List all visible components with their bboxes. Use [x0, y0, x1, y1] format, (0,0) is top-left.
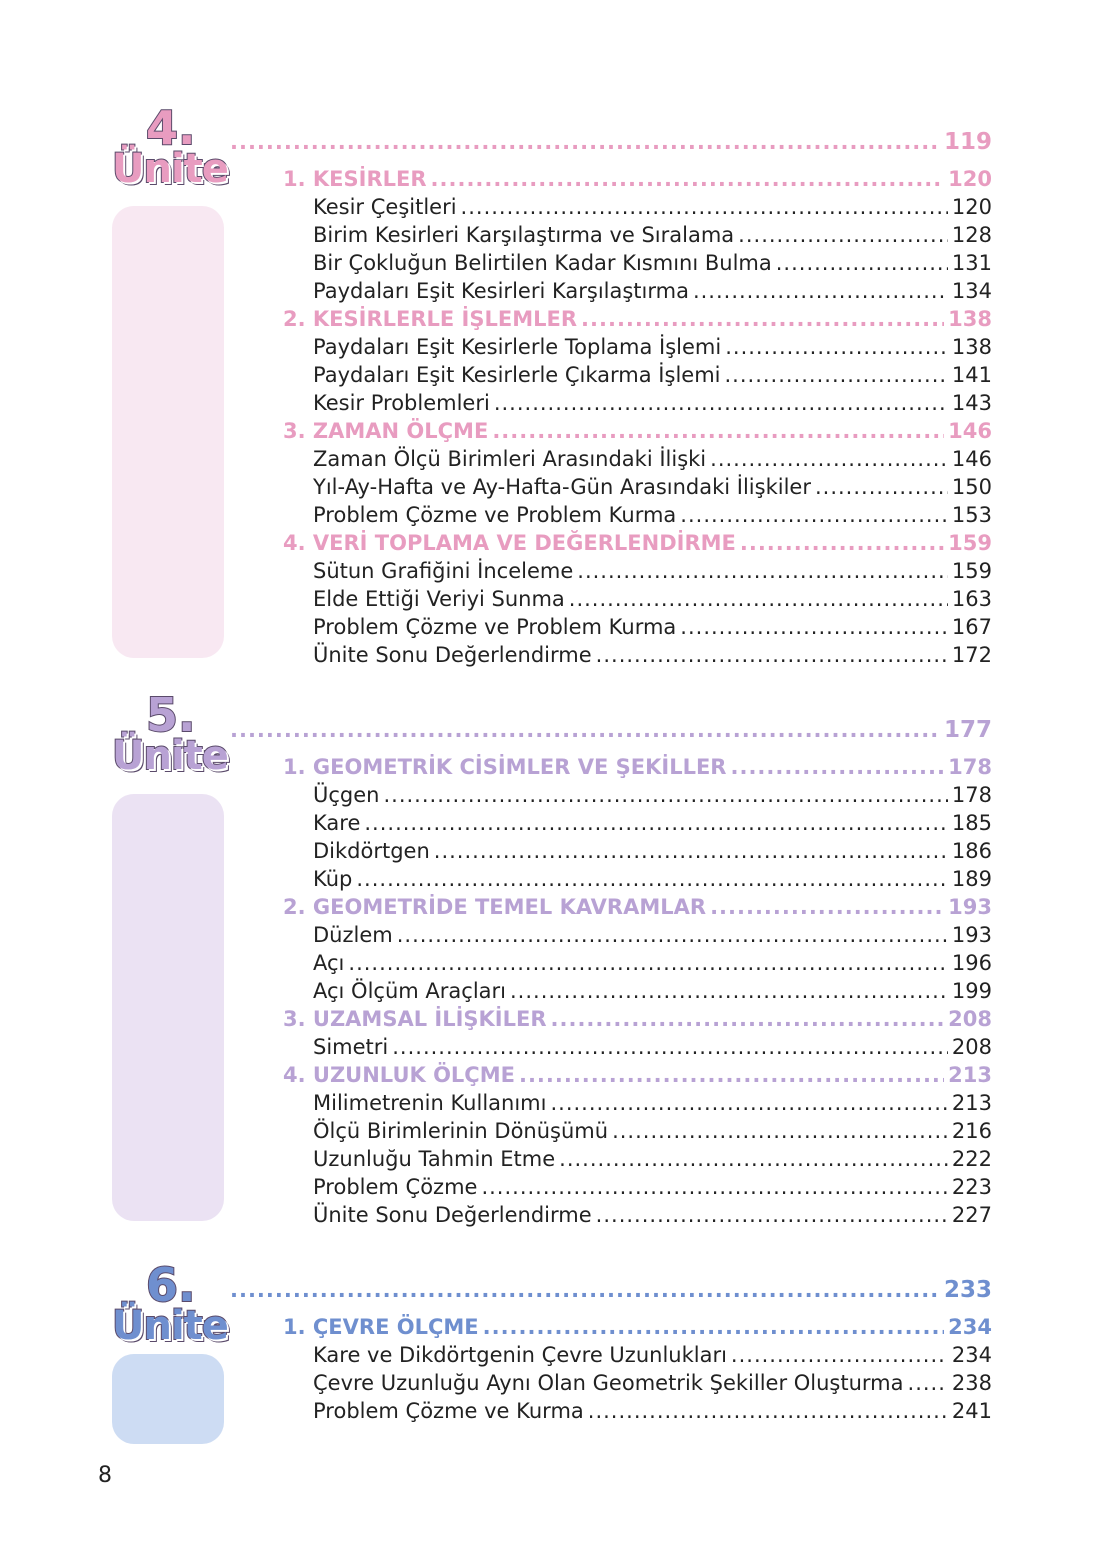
item-label: Düzlem: [313, 923, 393, 947]
section-page: 159: [948, 531, 992, 555]
item-page: 208: [951, 1035, 992, 1059]
item-page: 134: [951, 279, 992, 303]
toc-item-row[interactable]: [230, 389, 992, 417]
item-label: Kare ve Dikdörtgenin Çevre Uzunlukları: [313, 1343, 727, 1367]
item-page: 227: [951, 1203, 992, 1227]
item-page: 167: [951, 615, 992, 639]
item-page: 222: [951, 1147, 992, 1171]
item-label: Üçgen: [313, 783, 380, 807]
toc-item-row[interactable]: [230, 473, 992, 501]
item-page: 146: [951, 447, 992, 471]
toc-item-row[interactable]: [230, 361, 992, 389]
toc-item-row[interactable]: [230, 333, 992, 361]
item-label: Dikdörtgen: [313, 839, 430, 863]
item-page: 196: [951, 951, 992, 975]
toc-item-row[interactable]: [230, 585, 992, 613]
toc-section-row[interactable]: [230, 165, 992, 193]
unit-6-word: Ünite: [112, 1303, 228, 1349]
toc-item-row[interactable]: [230, 193, 992, 221]
item-label: Çevre Uzunluğu Aynı Olan Geometrik Şekiller Oluşturma: [313, 1371, 904, 1395]
item-label: Ünite Sonu Değerlendirme: [313, 643, 592, 667]
section-page: 213: [948, 1063, 992, 1087]
item-label: Ölçü Birimlerinin Dönüşümü: [313, 1119, 609, 1143]
item-label: Problem Çözme: [313, 1175, 478, 1199]
item-page: 185: [951, 811, 992, 835]
section-page: 208: [948, 1007, 992, 1031]
item-page: 241: [951, 1399, 992, 1423]
item-label: Kesir Çeşitleri: [313, 195, 457, 219]
item-page: 234: [951, 1343, 992, 1367]
section-page: 193: [948, 895, 992, 919]
item-page: 131: [951, 251, 992, 275]
section-page: 146: [948, 419, 992, 443]
unit-4-side-panel: [112, 206, 224, 658]
item-page: 223: [951, 1175, 992, 1199]
toc-item-row[interactable]: [230, 1033, 992, 1061]
item-label: Problem Çözme ve Kurma: [313, 1399, 584, 1423]
item-label: Uzunluğu Tahmin Etme: [313, 1147, 556, 1171]
section-title: 4. VERİ TOPLAMA VE DEĞERLENDİRME: [283, 531, 736, 555]
toc-item-row[interactable]: [230, 1089, 992, 1117]
item-label: Elde Ettiği Veriyi Sunma: [313, 587, 565, 611]
item-page: 153: [951, 503, 992, 527]
unit-6-number: 6.: [146, 1258, 196, 1312]
section-title: 1. ÇEVRE ÖLÇME: [283, 1315, 479, 1339]
section-title: 2. GEOMETRİDE TEMEL KAVRAMLAR: [283, 895, 707, 919]
unit-5-side-panel: [112, 794, 224, 1221]
toc-section-row[interactable]: [230, 1005, 992, 1033]
toc-item-row[interactable]: [230, 501, 992, 529]
section-page: 234: [948, 1315, 992, 1339]
unit-5-number: 5.: [146, 688, 196, 742]
toc-item-row[interactable]: [230, 1369, 992, 1397]
item-page: 163: [951, 587, 992, 611]
section-page: 138: [948, 307, 992, 331]
toc-item-row[interactable]: [230, 977, 992, 1005]
item-label: Paydaları Eşit Kesirlerle Toplama İşlemi: [313, 335, 722, 359]
item-page: 199: [951, 979, 992, 1003]
item-label: Problem Çözme ve Problem Kurma: [313, 615, 677, 639]
toc-item-row[interactable]: [230, 1173, 992, 1201]
item-label: Problem Çözme ve Problem Kurma: [313, 503, 677, 527]
section-page: 178: [948, 755, 992, 779]
item-page: 238: [951, 1371, 992, 1395]
toc-item-row[interactable]: [230, 1341, 992, 1369]
item-page: 186: [951, 839, 992, 863]
unit-4-word: Ünite: [112, 146, 228, 192]
item-page: 120: [951, 195, 992, 219]
item-label: Birim Kesirleri Karşılaştırma ve Sıralama: [313, 223, 735, 247]
item-label: Küp: [313, 867, 353, 891]
toc-item-row[interactable]: [230, 641, 992, 669]
toc-item-row[interactable]: [230, 1201, 992, 1229]
toc-item-row[interactable]: [230, 837, 992, 865]
toc-item-row[interactable]: [230, 1117, 992, 1145]
unit-5-word: Ünite: [112, 733, 228, 779]
item-page: 189: [951, 867, 992, 891]
unit-5-header-row[interactable]: [230, 716, 992, 744]
unit-6-side-panel: [112, 1354, 224, 1444]
item-label: Sütun Grafiğini İnceleme: [313, 559, 574, 583]
toc-item-row[interactable]: [230, 949, 992, 977]
toc-item-row[interactable]: [230, 221, 992, 249]
item-page: 128: [951, 223, 992, 247]
section-page: 120: [948, 167, 992, 191]
toc-item-row[interactable]: [230, 1397, 992, 1425]
toc-item-row[interactable]: [230, 865, 992, 893]
section-title: 4. UZUNLUK ÖLÇME: [283, 1063, 515, 1087]
item-page: 141: [951, 363, 992, 387]
item-label: Zaman Ölçü Birimleri Arasındaki İlişki: [313, 447, 707, 471]
item-label: Ünite Sonu Değerlendirme: [313, 1203, 592, 1227]
item-label: Yıl-Ay-Hafta ve Ay-Hafta-Gün Arasındaki İlişkiler: [313, 475, 811, 499]
item-label: Paydaları Eşit Kesirleri Karşılaştırma: [313, 279, 689, 303]
item-label: Bir Çokluğun Belirtilen Kadar Kısmını Bulma: [313, 251, 772, 275]
toc-section-row[interactable]: [230, 529, 992, 557]
item-page: 213: [951, 1091, 992, 1115]
toc-item-row[interactable]: [230, 557, 992, 585]
unit-5-page: 177: [943, 717, 992, 743]
toc-item-row[interactable]: [230, 445, 992, 473]
toc-item-row[interactable]: [230, 1145, 992, 1173]
toc-section-row[interactable]: [230, 1313, 992, 1341]
section-title: 2. KESİRLERLE İŞLEMLER: [283, 307, 578, 331]
toc-item-row[interactable]: [230, 809, 992, 837]
page-number: 8: [98, 1463, 112, 1488]
item-page: 143: [951, 391, 992, 415]
unit-6-page: 233: [943, 1277, 992, 1303]
unit-6-header-row[interactable]: [230, 1276, 992, 1304]
item-page: 216: [951, 1119, 992, 1143]
item-label: Paydaları Eşit Kesirlerle Çıkarma İşlemi: [313, 363, 721, 387]
item-label: Kesir Problemleri: [313, 391, 490, 415]
toc-section-row[interactable]: [230, 1061, 992, 1089]
toc-item-row[interactable]: [230, 613, 992, 641]
item-label: Kare: [313, 811, 361, 835]
toc-item-row[interactable]: [230, 277, 992, 305]
toc-item-row[interactable]: [230, 249, 992, 277]
toc-section-row[interactable]: [230, 417, 992, 445]
item-label: Açı Ölçüm Araçları: [313, 979, 506, 1003]
unit-4-page: 119: [943, 129, 992, 155]
section-title: 3. ZAMAN ÖLÇME: [283, 419, 489, 443]
toc-section-row[interactable]: [230, 753, 992, 781]
unit-4-number: 4.: [146, 101, 196, 155]
section-title: 3. UZAMSAL İLİŞKİLER: [283, 1007, 547, 1031]
item-label: Açı: [313, 951, 345, 975]
item-page: 138: [951, 335, 992, 359]
item-page: 193: [951, 923, 992, 947]
toc-section-row[interactable]: [230, 893, 992, 921]
unit-4-header-row[interactable]: [230, 128, 992, 156]
item-page: 178: [951, 783, 992, 807]
item-page: 159: [951, 559, 992, 583]
item-label: Simetri: [313, 1035, 389, 1059]
item-page: 172: [951, 643, 992, 667]
section-title: 1. KESİRLER: [283, 167, 427, 191]
item-label: Milimetrenin Kullanımı: [313, 1091, 547, 1115]
toc-section-row[interactable]: [230, 305, 992, 333]
section-title: 1. GEOMETRİK CİSİMLER VE ŞEKİLLER: [283, 755, 727, 779]
toc-item-row[interactable]: [230, 921, 992, 949]
toc-item-row[interactable]: [230, 781, 992, 809]
item-page: 150: [951, 475, 992, 499]
